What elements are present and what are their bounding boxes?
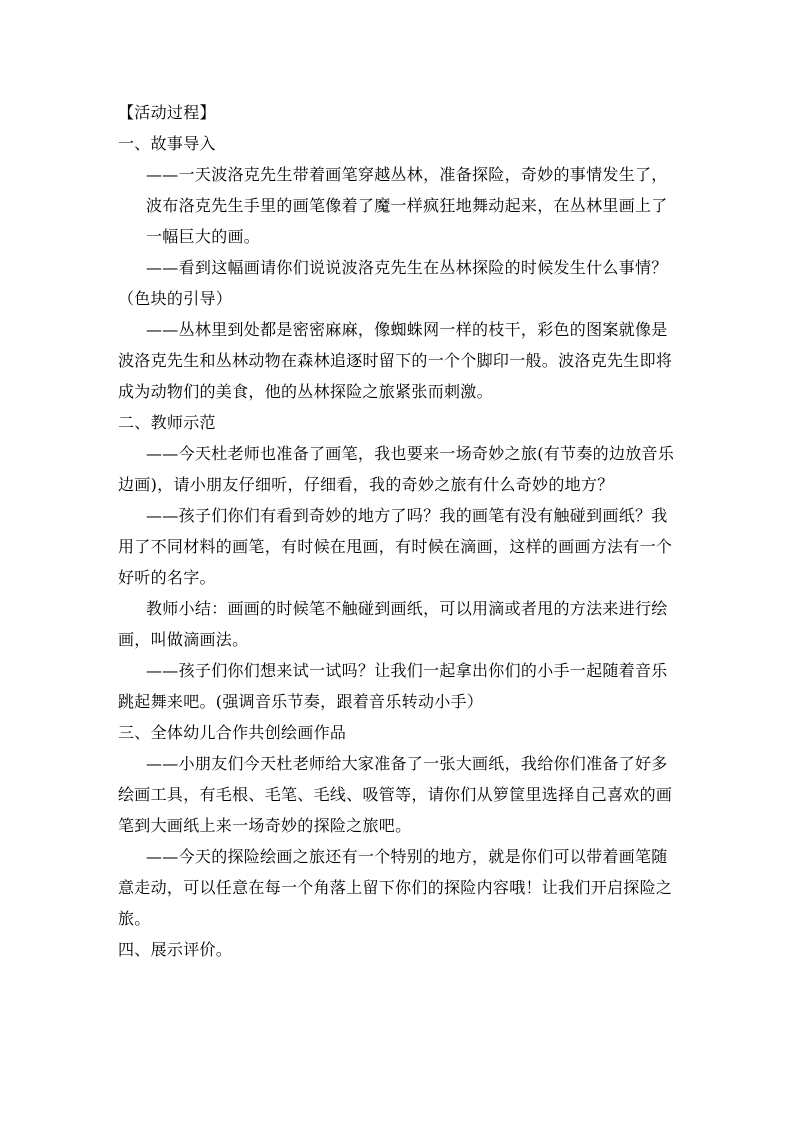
section-heading: 四、展示评价。 xyxy=(118,940,233,959)
paragraph-line: ——小朋友们今天杜老师给大家准备了一张大画纸，我给你们准备了好多 xyxy=(146,754,668,773)
paragraph-line: 一幅巨大的画。 xyxy=(146,227,261,246)
paragraph-line: 波布洛克先生手里的画笔像着了魔一样疯狂地舞动起来，在丛林里画上了 xyxy=(146,196,668,215)
section-heading: 二、教师示范 xyxy=(118,413,216,432)
paragraph-line: ——今天的探险绘画之旅还有一个特别的地方，就是你们可以带着画笔随 xyxy=(146,847,668,866)
paragraph-line: 意走动，可以任意在每一个角落上留下你们的探险内容哦！让我们开启探险之 xyxy=(118,878,673,897)
paragraph-line: ——孩子们你们有看到奇妙的地方了吗？我的画笔有没有触碰到画纸？我 xyxy=(146,506,668,525)
paragraph-line: ——今天杜老师也准备了画笔，我也要来一场奇妙之旅(有节奏的边放音乐 xyxy=(146,444,675,463)
section-title: 【活动过程】 xyxy=(118,103,216,122)
paragraph-line: 波洛克先生和丛林动物在森林追逐时留下的一个个脚印一般。波洛克先生即将 xyxy=(118,351,673,370)
paragraph-line: 旅。 xyxy=(118,909,151,928)
section-heading: 一、故事导入 xyxy=(118,134,216,153)
paragraph-line: ——看到这幅画请你们说说波洛克先生在丛林探险的时候发生什么事情？ xyxy=(146,258,668,277)
paragraph-line: 成为动物们的美食，他的丛林探险之旅紧张而刺激。 xyxy=(118,382,493,401)
paragraph-line: 跳起舞来吧。(强调音乐节奏，跟着音乐转动小手） xyxy=(118,692,484,711)
paragraph-line: 边画)，请小朋友仔细听，仔细看，我的奇妙之旅有什么奇妙的地方？ xyxy=(118,475,614,494)
section-heading: 三、全体幼儿合作共创绘画作品 xyxy=(118,723,347,742)
paragraph-line: ——一天波洛克先生带着画笔穿越丛林，准备探险，奇妙的事情发生了， xyxy=(146,165,668,184)
paragraph-line: ——丛林里到处都是密密麻麻，像蜘蛛网一样的枝干，彩色的图案就像是 xyxy=(146,320,668,339)
document-body xyxy=(118,97,678,965)
paragraph-line: 用了不同材料的画笔，有时候在甩画，有时候在滴画，这样的画画方法有一个 xyxy=(118,537,673,556)
paragraph-line: 画，叫做滴画法。 xyxy=(118,630,249,649)
paragraph-line: 笔到大画纸上来一场奇妙的探险之旅吧。 xyxy=(118,816,412,835)
paragraph-line: 绘画工具，有毛根、毛笔、毛线、吸管等，请你们从箩筐里选择自己喜欢的画 xyxy=(118,785,673,804)
paragraph-line: 好听的名字。 xyxy=(118,568,216,587)
paragraph-line: 教师小结：画画的时候笔不触碰到画纸，可以用滴或者甩的方法来进行绘 xyxy=(146,599,668,618)
paragraph-line: ——孩子们你们想来试一试吗？让我们一起拿出你们的小手一起随着音乐 xyxy=(146,661,668,680)
paragraph-line: （色块的引导） xyxy=(118,289,233,308)
